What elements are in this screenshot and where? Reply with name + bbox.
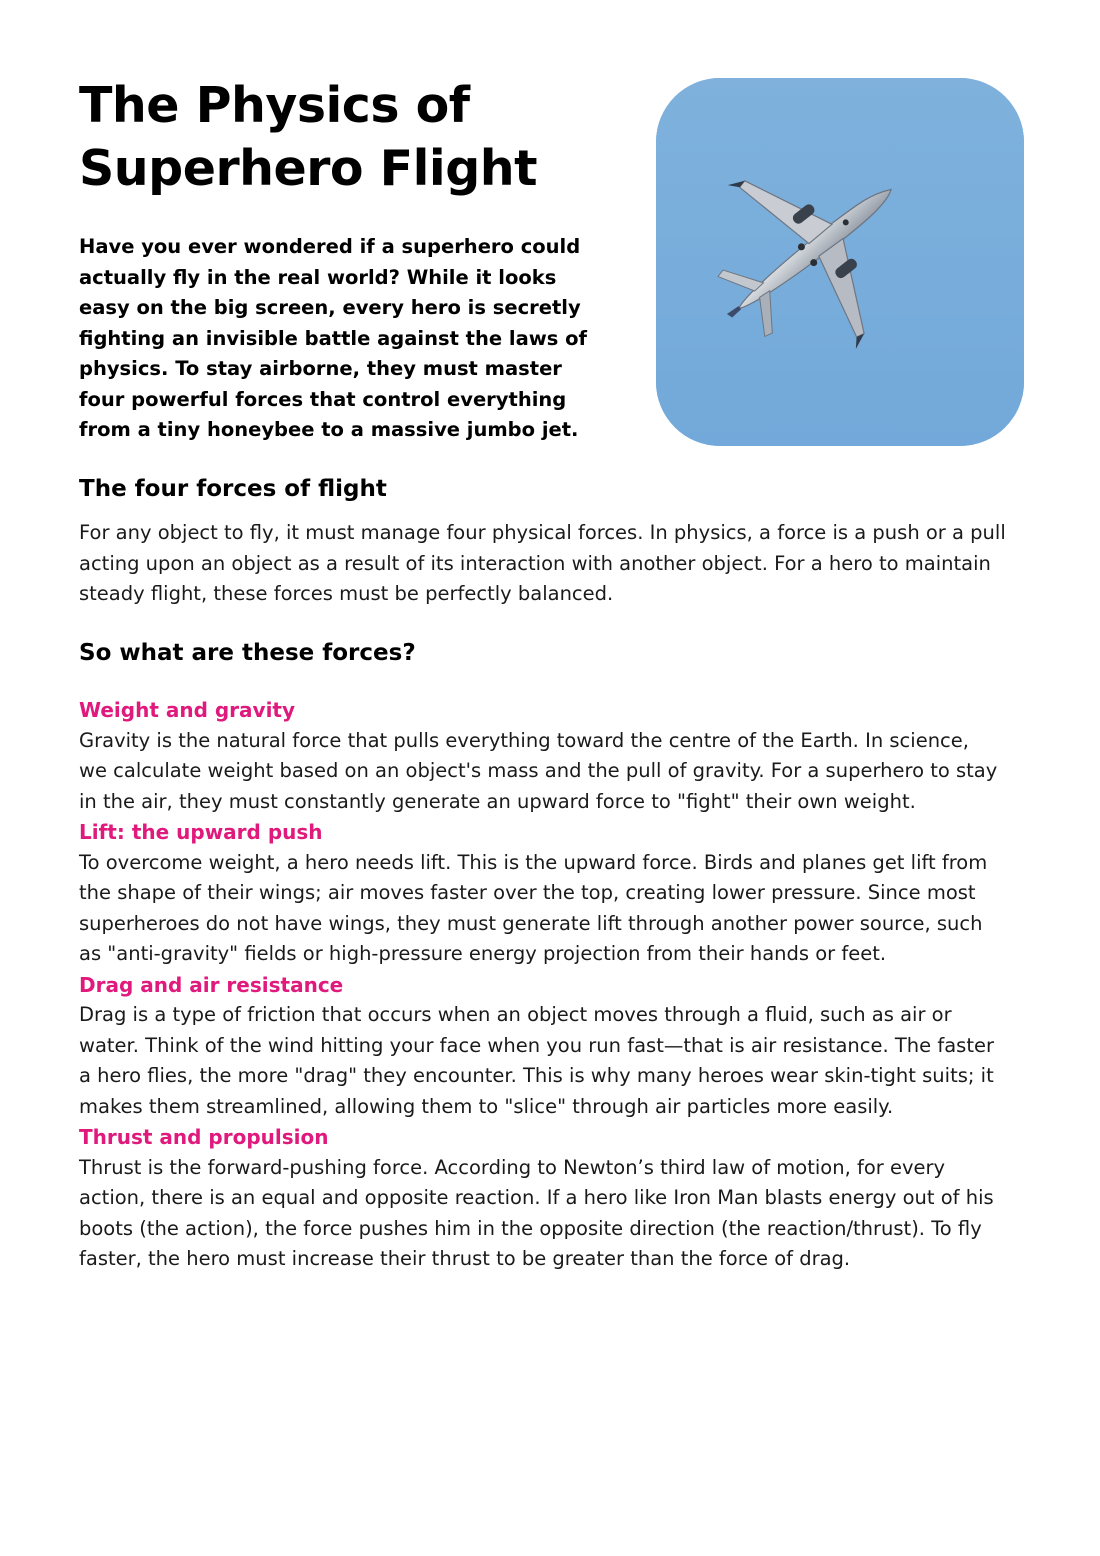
airplane-photo bbox=[656, 78, 1024, 446]
section-heading-what-are-forces: So what are these forces? bbox=[79, 640, 416, 666]
force-item-thrust bbox=[79, 1122, 999, 1275]
force-item-weight bbox=[79, 695, 999, 817]
force-title: Drag and air resistance bbox=[79, 972, 344, 997]
forces-list bbox=[79, 695, 999, 1275]
force-title: Weight and gravity bbox=[79, 698, 296, 722]
force-title: Thrust and propulsion bbox=[79, 1125, 329, 1149]
intro-paragraph: Have you ever wondered if a superhero could actually fly in the real world? While it looks easy on the big screen, every hero is secretly fighting an invisible battle against the laws of physics. To stay airborne, they must master four powerful forces that control everything from a tiny honeybee to a massive jumbo jet. bbox=[79, 235, 588, 441]
force-description: To overcome weight, a hero needs lift. This is the upward force. Birds and planes get lift from the shape of their wings; air moves faster over the top, creating lower pressure. Since most superheroes do not have wings, they must generate lift through another power source, such as "anti-gravity" fields or high-pressure energy projection from their hands or feet. bbox=[79, 850, 988, 965]
force-item-drag bbox=[79, 970, 999, 1123]
force-description: Thrust is the forward-pushing force. According to Newton’s third law of motion, for every action, there is an equal and opposite reaction. If a hero like Iron Man blasts energy out of his boots (the action), the force pushes him in the opposite direction (the reaction/thrust). To fly faster, the hero must increase their thrust to be greater than the force of drag. bbox=[79, 1155, 994, 1270]
page-title: The Physics of Superhero Flight bbox=[79, 77, 538, 197]
four-forces-paragraph: For any object to fly, it must manage four physical forces. In physics, a force is a push or a pull acting upon an object as a result of its interaction with another object. For a hero to maintain steady flight, these forces must be perfectly balanced. bbox=[79, 521, 1006, 605]
force-item-lift bbox=[79, 817, 999, 970]
force-description: Drag is a type of friction that occurs when an object moves through a fluid, such as air or water. Think of the wind hitting your face when you run fast—that is air resistance. The faster a hero flies, the more "drag" they encounter. This is why many heroes wear skin-tight suits; it makes them streamlined, allowing them to "slice" through air particles more easily. bbox=[79, 1003, 994, 1118]
force-description: Gravity is the natural force that pulls everything toward the centre of the Earth. In science, we calculate weight based on an object's mass and the pull of gravity. For a superhero to stay in the air, they must constantly generate an upward force to "fight" their own weight. bbox=[79, 728, 998, 813]
section-heading-four-forces: The four forces of flight bbox=[79, 476, 387, 502]
airplane-icon bbox=[656, 78, 1024, 446]
force-title: Lift: the upward push bbox=[79, 820, 323, 844]
